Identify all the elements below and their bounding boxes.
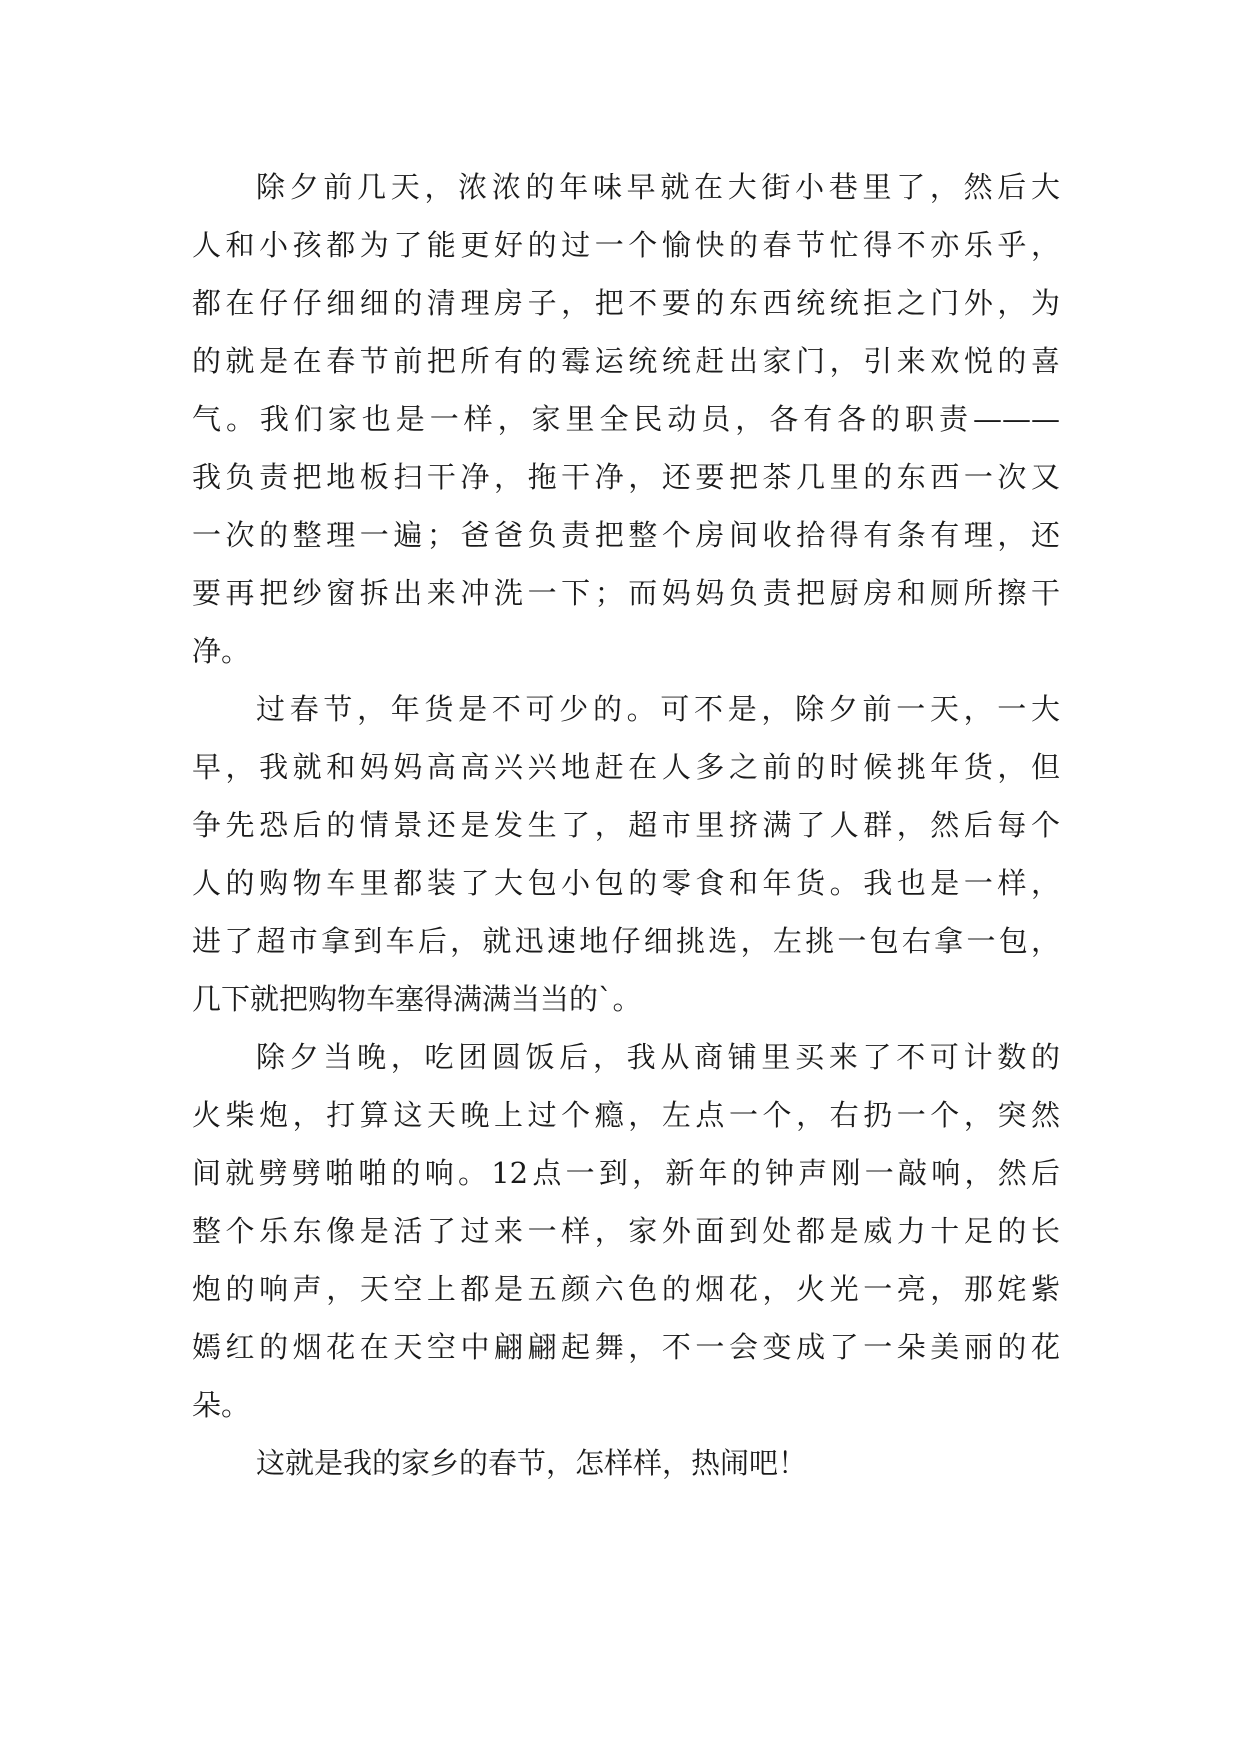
text-line: 的就是在春节前把所有的霉运统统赶出家门，引来欢悦的喜 bbox=[192, 344, 1060, 378]
text-line: 除夕当晚，吃团圆饭后，我从商铺里买来了不可计数的 bbox=[256, 1040, 1060, 1074]
paragraph-2 bbox=[192, 680, 1060, 1028]
text-line: 火柴炮，打算这天晚上过个瘾，左点一个，右扔一个，突然 bbox=[192, 1098, 1060, 1132]
text-line: 我负责把地板扫干净，拖干净，还要把茶几里的东西一次又 bbox=[192, 460, 1060, 494]
text-line: 进了超市拿到车后，就迅速地仔细挑选，左挑一包右拿一包， bbox=[192, 924, 1060, 958]
text-line: 炮的响声，天空上都是五颜六色的烟花，火光一亮，那姹紫 bbox=[192, 1272, 1060, 1306]
text-line: 嫣红的烟花在天空中翩翩起舞，不一会变成了一朵美丽的花 bbox=[192, 1330, 1060, 1364]
text-line: 几下就把购物车塞得满满当当的`。 bbox=[192, 982, 642, 1016]
text-line: 净。 bbox=[192, 634, 251, 668]
text-line: 过春节，年货是不可少的。可不是，除夕前一天，一大 bbox=[256, 692, 1060, 726]
text-line: 人的购物车里都装了大包小包的零食和年货。我也是一样， bbox=[192, 866, 1060, 900]
text-line: 争先恐后的情景还是发生了，超市里挤满了人群，然后每个 bbox=[192, 808, 1060, 842]
text-line: 一次的整理一遍；爸爸负责把整个房间收拾得有条有理，还 bbox=[192, 518, 1060, 552]
body-text bbox=[192, 158, 1060, 1492]
text-line: 气。我们家也是一样，家里全民动员，各有各的职责——— bbox=[192, 402, 1060, 436]
paragraph-1 bbox=[192, 158, 1060, 680]
paragraph-3 bbox=[192, 1028, 1060, 1434]
text-line: 除夕前几天，浓浓的年味早就在大街小巷里了，然后大 bbox=[256, 170, 1060, 204]
paragraph-4 bbox=[192, 1434, 1060, 1492]
text-line: 都在仔仔细细的清理房子，把不要的东西统统拒之门外，为 bbox=[192, 286, 1060, 320]
text-line: 这就是我的家乡的春节，怎样样，热闹吧！ bbox=[256, 1446, 808, 1480]
text-line: 整个乐东像是活了过来一样，家外面到处都是威力十足的长 bbox=[192, 1214, 1060, 1248]
text-line: 间就劈劈啪啪的响。12点一到，新年的钟声刚一敲响，然后 bbox=[192, 1156, 1060, 1190]
text-line: 早，我就和妈妈高高兴兴地赶在人多之前的时候挑年货，但 bbox=[192, 750, 1060, 784]
text-line: 人和小孩都为了能更好的过一个愉快的春节忙得不亦乐乎， bbox=[192, 228, 1060, 262]
text-line: 要再把纱窗拆出来冲洗一下；而妈妈负责把厨房和厕所擦干 bbox=[192, 576, 1060, 610]
text-line: 朵。 bbox=[192, 1388, 251, 1422]
